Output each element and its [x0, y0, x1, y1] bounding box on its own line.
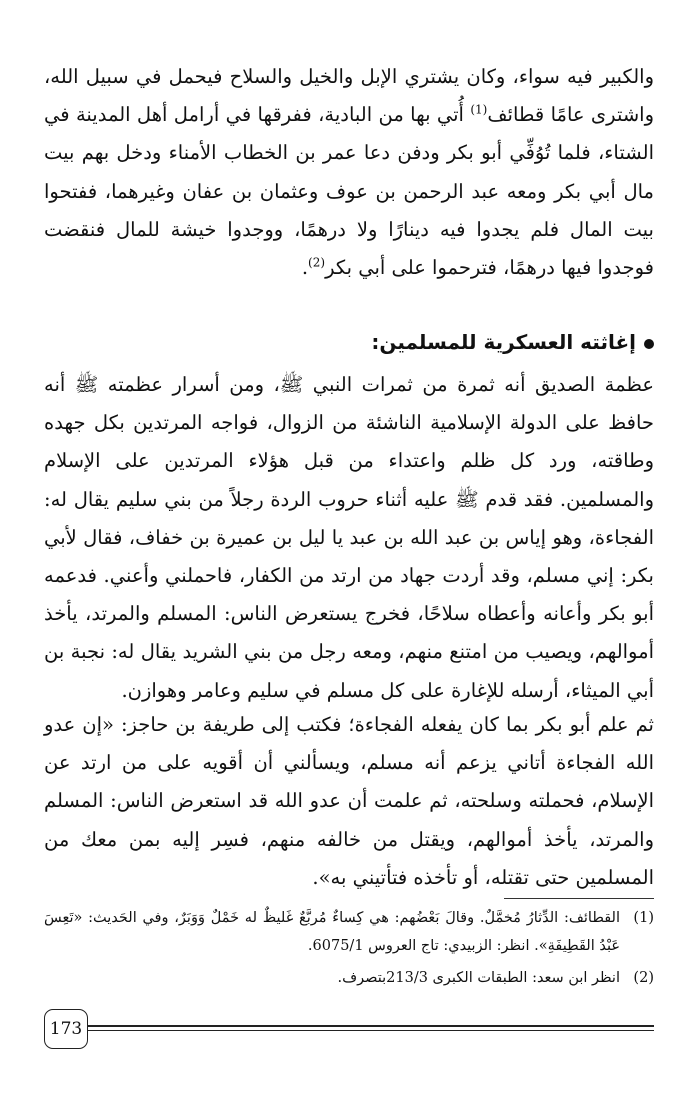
footnote-number: (2): [633, 970, 654, 986]
footnote-2: [44, 964, 654, 992]
section-heading: إغاثته العسكرية للمسلمين:: [44, 322, 654, 362]
page-footer-rule-thin: [86, 1030, 654, 1031]
footnote-divider: [504, 898, 654, 899]
footnote-number: (1): [633, 910, 654, 926]
footnote-ref-1[interactable]: (1): [470, 102, 488, 117]
footnotes: [44, 904, 654, 992]
footnote-text: القطائف: الدِّثارُ مُخمَّلٌ. وقالَ بَعْضُهم: هي كِساءٌ مُربَّعٌ غَليظٌ له خَمْلٌ وَوَبَرٌ، وفي الحَديث: «تَعِسَ عَبْدُ القَطِيفَةِ». انظر: الزبيدي: تاج العروس 6075/1.: [44, 910, 620, 954]
bullet-icon: [644, 339, 654, 349]
paragraph-2: [44, 366, 654, 710]
paragraph-1: [44, 58, 654, 287]
footnote-1: [44, 904, 654, 960]
paragraph-3-text: ثم علم أبو بكر بما كان يفعله الفجاءة؛ فكتب إلى طريفة بن حاجز: «إن عدو الله الفجاءة أتاني يزعم أنه مسلم، ويسألني أن أقويه على من ارتد عن الإسلام، فحملته وسلحته، ثم علمت أن عدو الله قد استعرض الناس: المسلم والمرتد، يأخذ أموالهم، ويقتل من خالفه منهم، فسِر إليه بمن معك من المسلمين حتى تقتله، أو تأخذه فتأتيني به».: [44, 713, 654, 889]
page-number: 173: [44, 1009, 88, 1049]
page-footer-rule: [86, 1025, 654, 1027]
paragraph-1-text: والكبير فيه سواء، وكان يشتري الإبل والخيل والسلاح فيحمل في سبيل الله، واشترى عامًا قطائف$^{(1)}$ أُتي بها من البادية، ففرقها في أرامل أهل المدينة في الشتاء، فلما تُوُفِّي أبو بكر ودفن دعا عمر بن الخطاب الأمناء ودخل بهم بيت مال أبي بكر ومعه عبد الرحمن بن عوف وعثمان بن عفان وغيرهما، ففتحوا بيت المال فلم يجدوا فيه دينارًا ولا درهمًا، ووجدوا خيشة للمال فنقضت فوجدوا فيها درهمًا، فترحموا على أبي بكر$^{(2)}$.: [44, 65, 655, 280]
paragraph-2-text: عظمة الصديق أنه ثمرة من ثمرات النبي ﷺ، ومن أسرار عظمته ﷺ أنه حافظ على الدولة الإسلامية الناشئة من الزوال، فواجه المرتدين بكل جهده وطاقته، ورد كل ظلم واعتداء من قبل هؤلاء المرتدين على الإسلام والمسلمين. فقد قدم ﷺ عليه أثناء حروب الردة رجلاً من بني سليم يقال له: الفجاءة، وهو إياس بن عبد الله بن عبد يا ليل بن عميرة بن خفاف، فقال لأبي بكر: إني مسلم، وقد أردت جهاد من ارتد من الكفار، فاحملني وأعني. فدعمه أبو بكر وأعانه وأعطاه سلاحًا، فخرج يستعرض الناس: المسلم والمرتد، يأخذ أموالهم، ويصيب من امتنع منهم، ومعه رجل من بني الشريد يقال له: نجبة بن أبي الميثاء، أرسله للإغارة على كل مسلم في سليم وعامر وهوازن.: [44, 373, 654, 702]
footnote-ref-2[interactable]: (2): [308, 255, 326, 270]
footnote-text: انظر ابن سعد: الطبقات الكبرى 213/3بتصرف.: [337, 970, 620, 986]
paragraph-3: [44, 706, 654, 897]
